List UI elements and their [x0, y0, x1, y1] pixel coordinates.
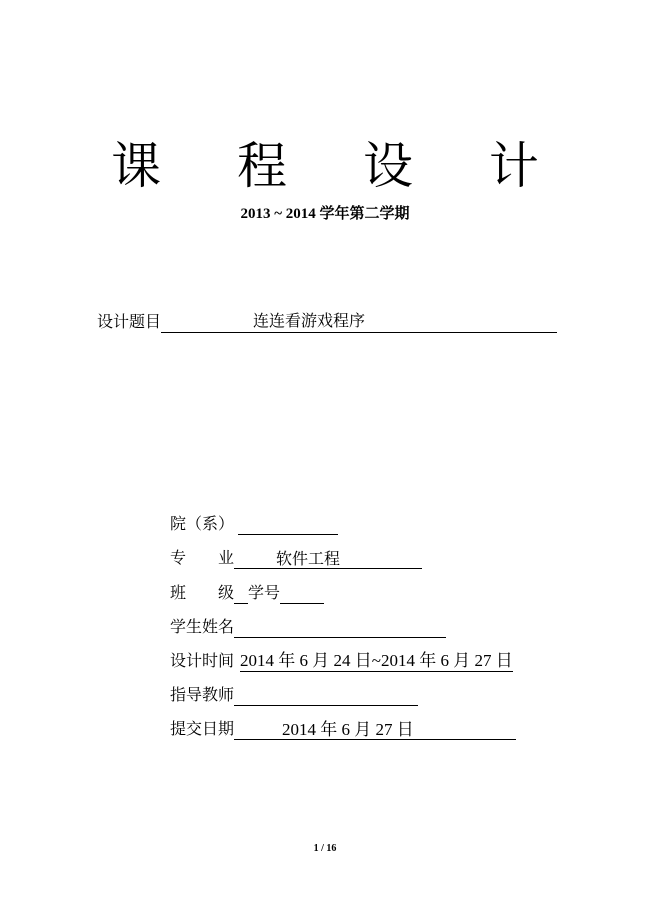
- design-topic-label: 设计题目: [97, 312, 162, 331]
- submit-date-label: 提交日期: [170, 719, 235, 738]
- submit-date-row: [170, 716, 516, 740]
- student-name-row: [170, 614, 446, 638]
- submit-date-value: 2014 年 6 月 27 日: [234, 719, 516, 740]
- design-time-label: 设计时间: [170, 651, 235, 670]
- major-value: 软件工程: [234, 548, 422, 569]
- department-value: [238, 513, 338, 535]
- design-topic-value: 连连看游戏程序: [161, 310, 557, 333]
- instructor-label: 指导教师: [170, 685, 235, 704]
- document-title: 课 程 设 计: [111, 137, 569, 195]
- design-time-row: [170, 648, 513, 672]
- department-row: [170, 511, 338, 535]
- design-topic-row: [97, 309, 557, 333]
- design-time-value: 2014 年 6 月 24 日~2014 年 6 月 27 日: [240, 651, 513, 670]
- student-name-value: [234, 616, 446, 638]
- student-name-label: 学生姓名: [170, 617, 235, 636]
- instructor-value: [234, 684, 418, 706]
- major-label: 专 业: [170, 548, 235, 567]
- page-number: 1 / 16: [313, 843, 337, 854]
- semester-label: 2013 ~ 2014 学年第二学期: [240, 206, 410, 222]
- instructor-row: [170, 682, 418, 706]
- class-row: [170, 580, 324, 604]
- class-label: 班 级: [170, 583, 235, 602]
- student-id-label: 学号: [248, 583, 281, 602]
- class-value: [234, 582, 248, 604]
- major-row: [170, 545, 422, 569]
- student-id-value: [280, 582, 324, 604]
- department-label: 院（系）: [170, 514, 235, 533]
